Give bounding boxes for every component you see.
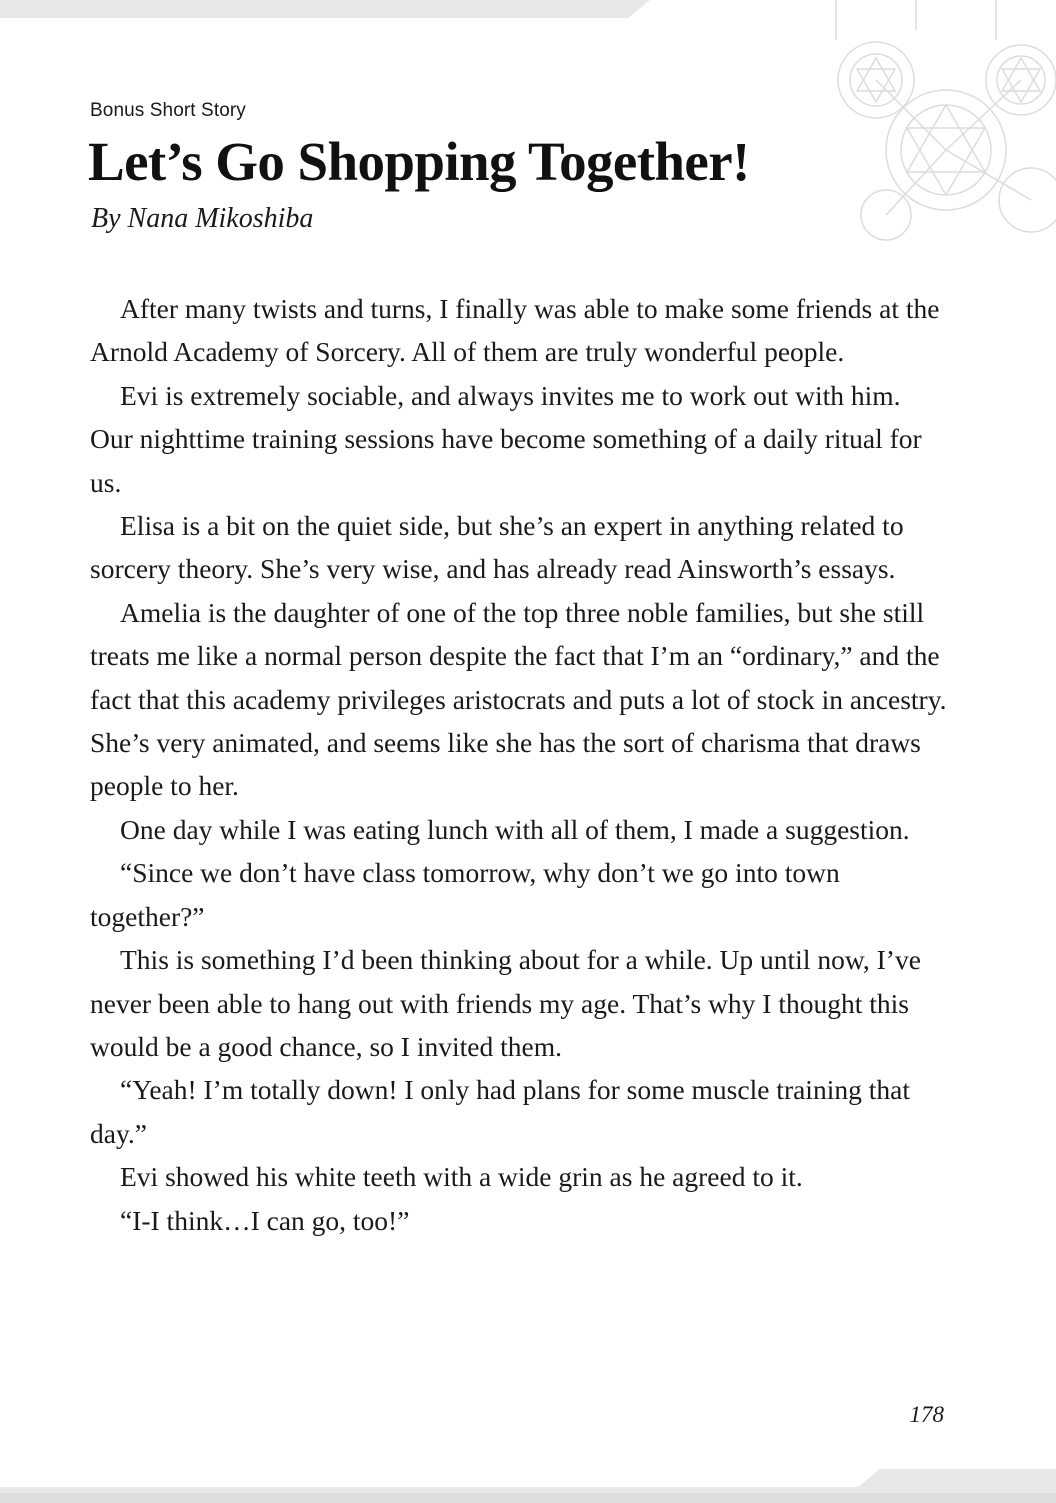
section-label: Bonus Short Story <box>90 100 246 121</box>
paragraph: Amelia is the daughter of one of the top three noble families, but she still treats me like a normal person despite the fact that I’m an “ordinary,” and the fact that this academy privileges aristocrats and puts a lot of stock in ancestry. She’s very animated, and seems like she has the sort of charisma that draws people to her. <box>90 596 947 802</box>
story-body <box>90 287 950 1242</box>
story-title: Let’s Go Shopping Together! <box>88 131 750 192</box>
author-byline: By Nana Mikoshiba <box>91 203 314 234</box>
paragraph: After many twists and turns, I finally was able to make some friends at the Arnold Academy of Sorcery. All of them are truly wonderful people. <box>90 293 940 368</box>
paragraph: Evi showed his white teeth with a wide grin as he agreed to it. <box>120 1161 803 1193</box>
paragraph: “Yeah! I’m totally down! I only had plans for some muscle training that day.” <box>90 1074 910 1149</box>
bottom-decorative-band <box>0 1463 1056 1503</box>
page-number: 178 <box>909 1402 944 1427</box>
paragraph: Elisa is a bit on the quiet side, but she’s an expert in anything related to sorcery theory. She’s very wise, and has already read Ainsworth’s essays. <box>90 510 904 585</box>
magic-circle-ornament <box>816 0 1056 260</box>
paragraph: “Since we don’t have class tomorrow, why don’t we go into town together?” <box>90 857 840 932</box>
paragraph: Evi is extremely sociable, and always invites me to work out with him. Our nighttime training sessions have become something of a daily ritual for us. <box>90 379 922 498</box>
paragraph: This is something I’d been thinking about for a while. Up until now, I’ve never been able to hang out with friends my age. That’s why I thought this would be a good chance, so I invited them. <box>90 944 921 1062</box>
paragraph: “I-I think…I can go, too!” <box>120 1204 410 1236</box>
paragraph: One day while I was eating lunch with all of them, I made a suggestion. <box>120 813 910 845</box>
